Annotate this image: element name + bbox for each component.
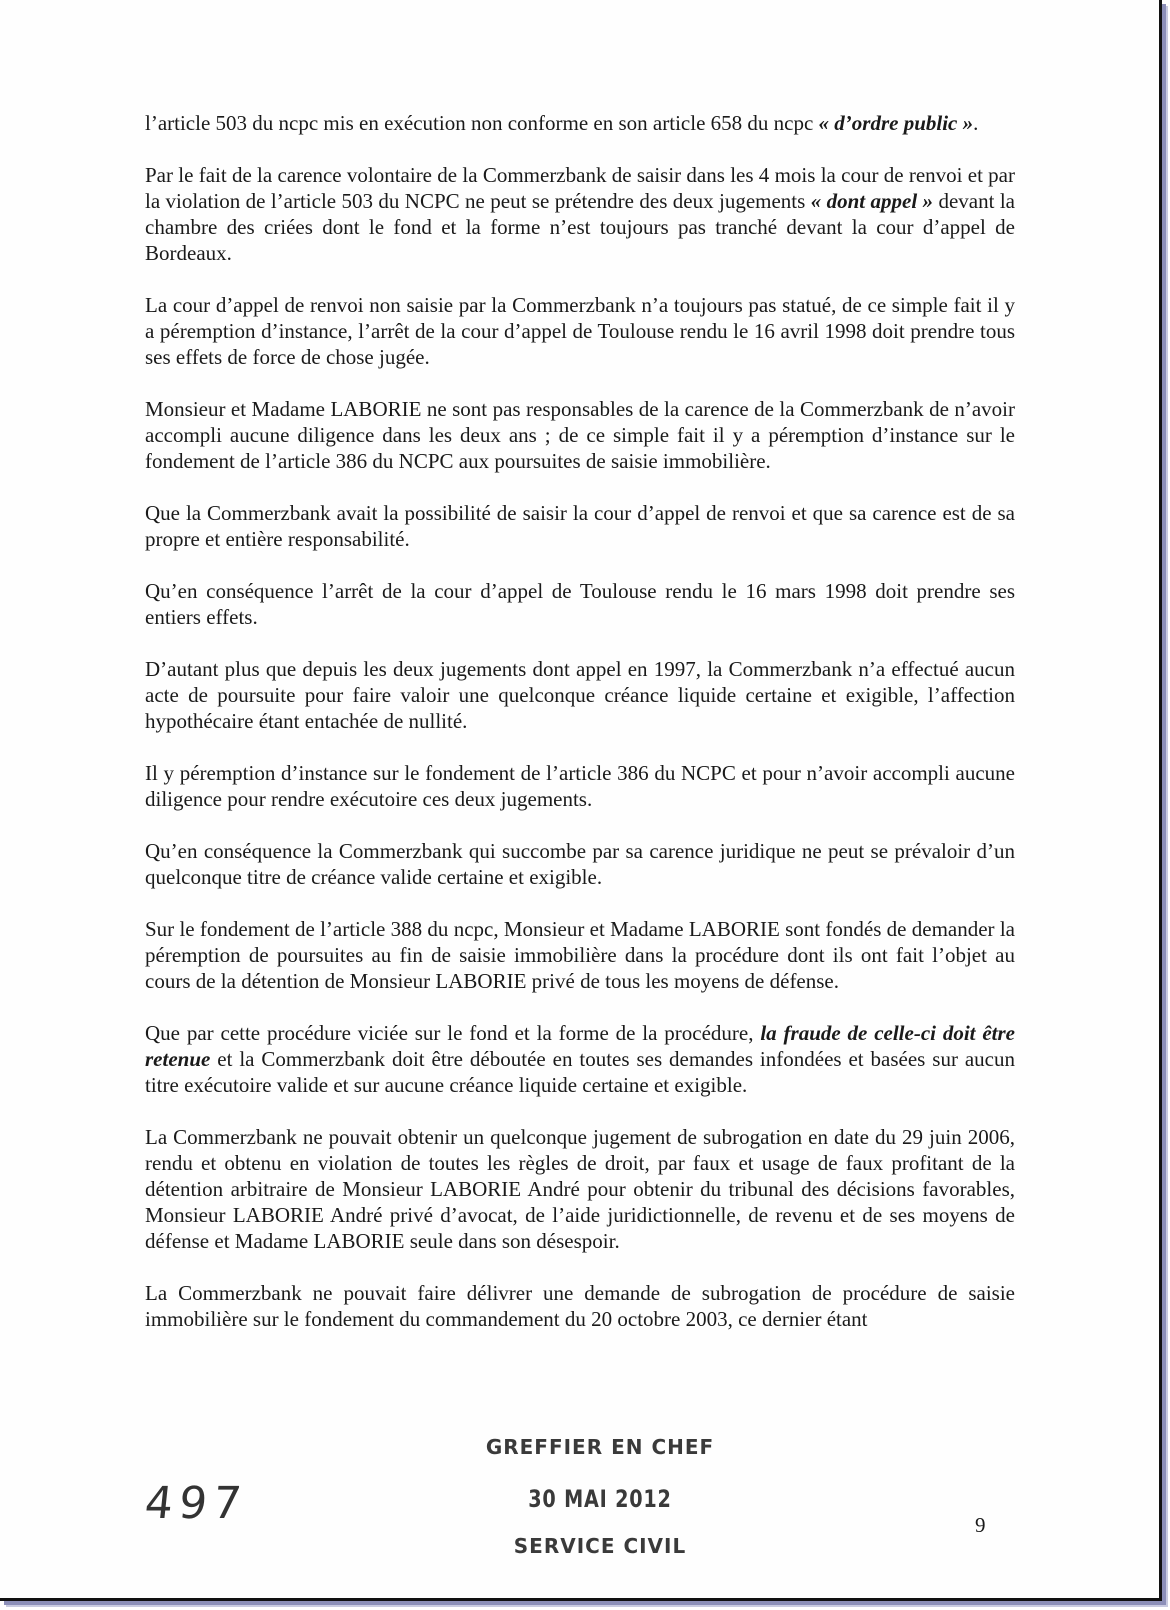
paragraph [145,1280,1015,1332]
paragraph-text: l’article 503 du ncpc mis en exécution non conforme en son article 658 du ncpc [145,111,819,135]
emphasis-text: « d’ordre public » [818,111,974,135]
document-body [145,110,1015,1358]
stamp-date: 30 MAI 2012 [528,1485,672,1513]
paragraph-text: Monsieur et Madame LABORIE ne sont pas responsables de la carence de la Commerzbank de n’avoir accompli aucune diligence dans les deux ans ; de ce simple fait il y a péremption d’instance sur le fondement de l’article 386 du NCPC aux poursuites de saisie immobilière. [145,397,1015,473]
paragraph [145,396,1015,474]
paragraph-text: La cour d’appel de renvoi non saisie par la Commerzbank n’a toujours pas statué, de ce simple fait il y a péremption d’instance, l’arrêt de la cour d’appel de Toulouse rendu le 16 avril 1998 doit prendre tous ses effets de force de chose jugée. [145,293,1015,369]
paragraph-text: . [973,111,979,135]
paragraph-text: devant la chambre des criées dont le fond et la forme n’est toujours pas tranché devant la cour d’appel de Bordeaux. [145,189,1015,265]
paragraph [145,500,1015,552]
paragraph [145,916,1015,994]
paragraph-text: La Commerzbank ne pouvait obtenir un quelconque jugement de subrogation en date du 29 juin 2006, rendu et obtenu en violation de toutes les règles de droit, par faux et usage de faux profitant de la détention arbitraire de Monsieur LABORIE André pour obtenir du tribunal des décisions favorables, Monsieur LABORIE André privé d’avocat, de l’aide juridictionnelle, de revenu et de ses moyens de défense et Madame LABORIE seule dans son désespoir. [145,1125,1015,1253]
emphasis-text: « dont appel » [810,189,934,213]
paragraph [145,1020,1015,1098]
paragraph [145,838,1015,890]
stamp-greffier: GREFFIER EN CHEF [485,1435,715,1459]
paragraph-text: Qu’en conséquence la Commerzbank qui succombe par sa carence juridique ne peut se prévaloir d’un quelconque titre de créance valide certaine et exigible. [145,839,1015,889]
paragraph-text: Sur le fondement de l’article 388 du ncpc, Monsieur et Madame LABORIE sont fondés de demander la péremption de poursuites au fin de saisie immobilière dans la procédure dont ils ont fait l’objet au cours de la détention de Monsieur LABORIE privé de tous les moyens de défense. [145,917,1015,993]
paragraph-text: et la Commerzbank doit être déboutée en toutes ses demandes infondées et basées sur aucun titre exécutoire valide et sur aucune créance liquide certaine et exigible. [145,1047,1015,1097]
paragraph [145,110,1015,136]
paragraph [145,292,1015,370]
paragraph [145,656,1015,734]
page-number: 9 [975,1513,986,1537]
paragraph [145,578,1015,630]
paragraph-text: Que la Commerzbank avait la possibilité de saisir la cour d’appel de renvoi et que sa carence est de sa propre et entière responsabilité. [145,501,1015,551]
paragraph [145,162,1015,266]
paragraph-text: La Commerzbank ne pouvait faire délivrer une demande de subrogation de procédure de saisie immobilière sur le fondement du commandement du 20 octobre 2003, ce dernier étant [145,1281,1015,1331]
handwritten-number: 497 [142,1478,250,1529]
emphasis-text: la fraude de celle-ci doit être retenue [145,1021,1016,1071]
paragraph [145,1124,1015,1254]
paragraph-text: Que par cette procédure viciée sur le fond et la forme de la procédure, [145,1021,761,1045]
paragraph [145,760,1015,812]
paragraph-text: Qu’en conséquence l’arrêt de la cour d’appel de Toulouse rendu le 16 mars 1998 doit prendre ses entiers effets. [145,579,1015,629]
paragraph-text: Par le fait de la carence volontaire de la Commerzbank de saisir dans les 4 mois la cour de renvoi et par la violation de l’article 503 du NCPC ne peut se prétendre des deux jugements [145,163,1015,213]
paragraph-text: Il y péremption d’instance sur le fondement de l’article 386 du NCPC et pour n’avoir accompli aucune diligence pour rendre exécutoire ces deux jugements. [145,761,1015,811]
stamp-service: SERVICE CIVIL [513,1534,687,1558]
paragraph-text: D’autant plus que depuis les deux jugements dont appel en 1997, la Commerzbank n’a effectué aucun acte de poursuite pour faire valoir une quelconque créance liquide certaine et exigible, l’affection hypothécaire étant entachée de nullité. [145,657,1015,733]
